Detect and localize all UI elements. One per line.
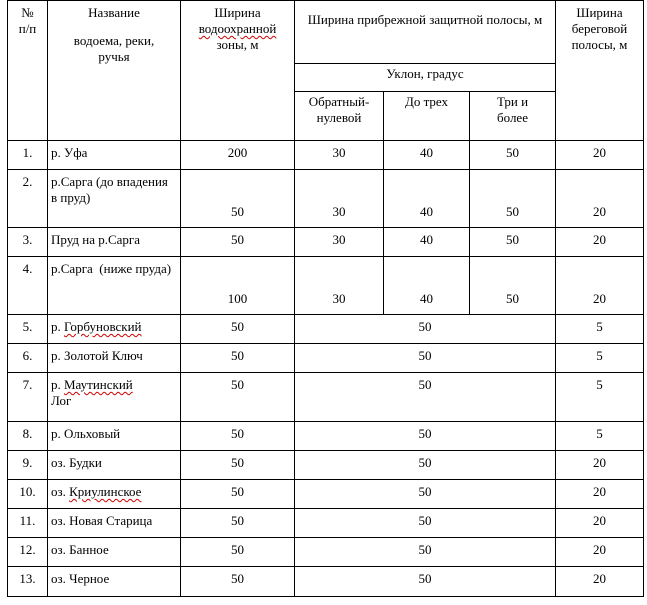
table-row bbox=[8, 141, 644, 170]
header-name bbox=[48, 1, 181, 141]
row-shore: 20 bbox=[556, 567, 644, 597]
row-slope-more: 50 bbox=[470, 141, 556, 170]
table-row bbox=[8, 170, 644, 228]
row-num: 4. bbox=[8, 257, 48, 315]
row-num: 11. bbox=[8, 509, 48, 538]
row-slope-reverse: 30 bbox=[295, 257, 384, 315]
row-protective-merged: 50 bbox=[295, 509, 556, 538]
row-num: 3. bbox=[8, 228, 48, 257]
row-name-word: Криулинское bbox=[69, 484, 142, 499]
header-protective-text: Ширина прибрежной защитной полосы, м bbox=[307, 12, 543, 27]
row-zone: 50 bbox=[181, 373, 295, 422]
row-name bbox=[48, 373, 181, 422]
row-slope-reverse: 30 bbox=[295, 170, 384, 228]
row-zone: 100 bbox=[181, 257, 295, 315]
header-shore bbox=[556, 1, 644, 141]
row-zone: 50 bbox=[181, 422, 295, 451]
row-num: 13. bbox=[8, 567, 48, 597]
row-shore: 5 bbox=[556, 344, 644, 373]
row-num: 7. bbox=[8, 373, 48, 422]
row-name bbox=[48, 315, 181, 344]
header-zone-line1: Ширина bbox=[214, 5, 261, 20]
header-shore-line1: Ширина bbox=[576, 5, 623, 20]
header-name-line2: водоема, реки, bbox=[73, 33, 155, 48]
row-zone: 50 bbox=[181, 344, 295, 373]
row-zone: 50 bbox=[181, 170, 295, 228]
row-name: р. Золотой Ключ bbox=[48, 344, 181, 373]
row-name: оз. Новая Старица bbox=[48, 509, 181, 538]
row-zone: 50 bbox=[181, 509, 295, 538]
row-name: р.Сарга (ниже пруда) bbox=[48, 257, 181, 315]
row-zone: 50 bbox=[181, 451, 295, 480]
header-zone-line3: зоны, м bbox=[216, 37, 259, 52]
table-row bbox=[8, 257, 644, 315]
table-row bbox=[8, 422, 644, 451]
row-num: 1. bbox=[8, 141, 48, 170]
row-shore: 20 bbox=[556, 451, 644, 480]
row-num: 5. bbox=[8, 315, 48, 344]
row-protective-merged: 50 bbox=[295, 567, 556, 597]
row-name bbox=[48, 480, 181, 509]
header-num-line1: № bbox=[21, 5, 34, 20]
row-slope-three: 40 bbox=[384, 257, 470, 315]
table-row bbox=[8, 538, 644, 567]
row-protective-merged: 50 bbox=[295, 480, 556, 509]
row-num: 2. bbox=[8, 170, 48, 228]
table-row bbox=[8, 315, 644, 344]
row-name-suffix: Лог bbox=[51, 393, 72, 408]
row-shore: 20 bbox=[556, 257, 644, 315]
row-shore: 20 bbox=[556, 538, 644, 567]
row-name: Пруд на р.Сарга bbox=[48, 228, 181, 257]
row-num: 12. bbox=[8, 538, 48, 567]
header-slope-three bbox=[384, 92, 470, 141]
header-num bbox=[8, 1, 48, 141]
row-num: 6. bbox=[8, 344, 48, 373]
table-row bbox=[8, 567, 644, 597]
header-reverse-line1: Обратный- bbox=[308, 94, 370, 109]
header-shore-line2: береговой bbox=[571, 21, 628, 36]
row-slope-three: 40 bbox=[384, 228, 470, 257]
table-row bbox=[8, 344, 644, 373]
row-name-prefix: р. bbox=[51, 319, 64, 334]
row-shore: 5 bbox=[556, 422, 644, 451]
table-row bbox=[8, 228, 644, 257]
table-row bbox=[8, 509, 644, 538]
row-shore: 20 bbox=[556, 170, 644, 228]
table-row bbox=[8, 451, 644, 480]
row-slope-reverse: 30 bbox=[295, 228, 384, 257]
row-protective-merged: 50 bbox=[295, 538, 556, 567]
table-row bbox=[8, 373, 644, 422]
header-name-line3: ручья bbox=[98, 49, 130, 64]
row-slope-more: 50 bbox=[470, 228, 556, 257]
header-three-text: До трех bbox=[404, 94, 449, 109]
header-zone-line2: водоохранной bbox=[198, 21, 277, 36]
row-slope-more: 50 bbox=[470, 170, 556, 228]
header-more-line1: Три и bbox=[496, 94, 529, 109]
row-name: оз. Банное bbox=[48, 538, 181, 567]
water-protection-table bbox=[7, 0, 644, 597]
row-protective-merged: 50 bbox=[295, 315, 556, 344]
header-num-line2: п/п bbox=[18, 21, 37, 36]
row-slope-three: 40 bbox=[384, 170, 470, 228]
row-shore: 20 bbox=[556, 480, 644, 509]
row-name: р.Сарга (до впадения в пруд) bbox=[48, 170, 181, 228]
header-slope-reverse bbox=[295, 92, 384, 141]
row-name: оз. Будки bbox=[48, 451, 181, 480]
header-name-line1: Название bbox=[88, 5, 140, 20]
header-slope bbox=[295, 64, 556, 92]
header-water-zone bbox=[181, 1, 295, 141]
row-zone: 50 bbox=[181, 567, 295, 597]
row-protective-merged: 50 bbox=[295, 373, 556, 422]
row-zone: 50 bbox=[181, 538, 295, 567]
row-zone: 50 bbox=[181, 480, 295, 509]
row-name: р. Уфа bbox=[48, 141, 181, 170]
header-protective-strip bbox=[295, 1, 556, 64]
header-slope-text: Уклон, градус bbox=[386, 66, 464, 81]
row-name: оз. Черное bbox=[48, 567, 181, 597]
row-shore: 20 bbox=[556, 141, 644, 170]
row-slope-three: 40 bbox=[384, 141, 470, 170]
row-num: 8. bbox=[8, 422, 48, 451]
header-slope-more bbox=[470, 92, 556, 141]
row-protective-merged: 50 bbox=[295, 344, 556, 373]
header-reverse-line2: нулевой bbox=[316, 110, 362, 125]
row-name-prefix: оз. bbox=[51, 484, 70, 499]
row-num: 10. bbox=[8, 480, 48, 509]
row-shore: 20 bbox=[556, 509, 644, 538]
row-slope-reverse: 30 bbox=[295, 141, 384, 170]
row-protective-merged: 50 bbox=[295, 451, 556, 480]
row-num: 9. bbox=[8, 451, 48, 480]
row-zone: 50 bbox=[181, 315, 295, 344]
header-more-line2: более bbox=[497, 110, 528, 125]
row-name-word: Маутинский bbox=[64, 377, 133, 392]
row-shore: 20 bbox=[556, 228, 644, 257]
row-zone: 200 bbox=[181, 141, 295, 170]
row-protective-merged: 50 bbox=[295, 422, 556, 451]
row-shore: 5 bbox=[556, 373, 644, 422]
row-slope-more: 50 bbox=[470, 257, 556, 315]
row-name-prefix: р. bbox=[51, 377, 64, 392]
header-shore-line3: полосы, м bbox=[571, 37, 628, 52]
row-zone: 50 bbox=[181, 228, 295, 257]
row-name-word: Горбуновский bbox=[64, 319, 142, 334]
table-row bbox=[8, 480, 644, 509]
row-shore: 5 bbox=[556, 315, 644, 344]
row-name: р. Ольховый bbox=[48, 422, 181, 451]
